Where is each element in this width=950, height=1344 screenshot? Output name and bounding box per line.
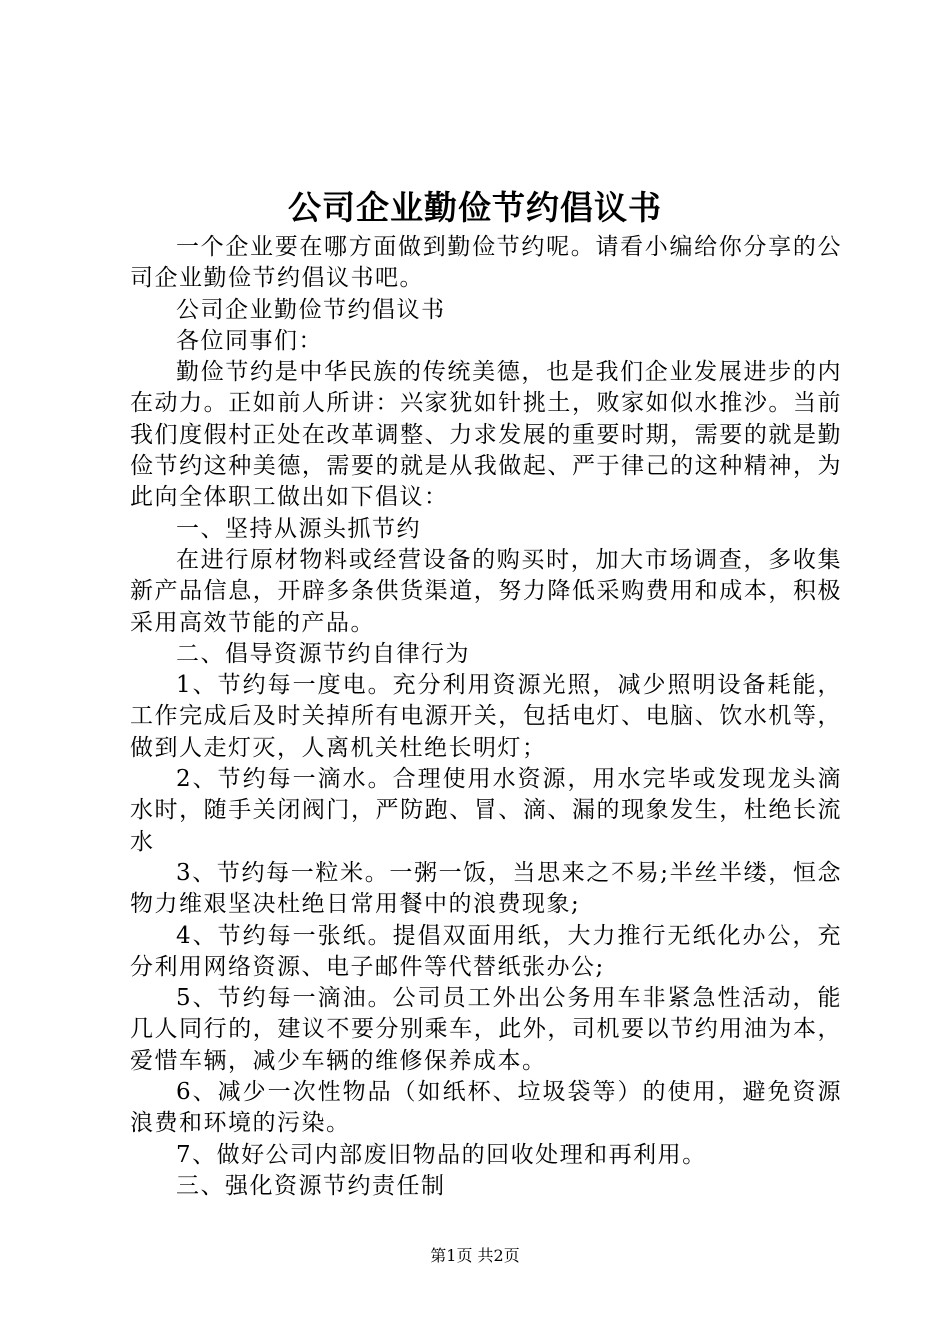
document-body bbox=[130, 232, 842, 1202]
section-heading: 二、倡导资源节约自律行为 bbox=[176, 640, 470, 667]
list-item: 1、节约每一度电。充分利用资源光照，减少照明设备耗能，工作完成后及时关掉所有电源开关，包括电灯、电脑、饮水机等，做到人走灯灭，人离机关杜绝长明灯； bbox=[130, 672, 842, 761]
list-item: 2、节约每一滴水。合理使用水资源，用水完毕或发现龙头滴水时，随手关闭阀门，严防跑、冒、滴、漏的现象发生，杜绝长流水 bbox=[130, 766, 842, 855]
list-item: 4、节约每一张纸。提倡双面用纸，大力推行无纸化办公，充分利用网络资源、电子邮件等代替纸张办公; bbox=[130, 922, 842, 980]
list-item: 6、减少一次性物品（如纸杯、垃圾袋等）的使用，避免资源浪费和环境的污染。 bbox=[130, 1079, 842, 1137]
section-heading: 一、坚持从源头抓节约 bbox=[176, 515, 421, 542]
paragraph: 各位同事们： bbox=[176, 327, 323, 354]
page-footer: 第1页 共2页 bbox=[430, 1246, 520, 1265]
list-item: 5、节约每一滴油。公司员工外出公务用车非紧急性活动，能几人同行的，建议不要分别乘车，此外，司机要以节约用油为本，爱惜车辆，减少车辆的维修保养成本。 bbox=[130, 985, 842, 1074]
paragraph: 一个企业要在哪方面做到勤俭节约呢。请看小编给你分享的公司企业勤俭节约倡议书吧。 bbox=[130, 234, 842, 292]
paragraph: 勤俭节约是中华民族的传统美德，也是我们企业发展进步的内在动力。正如前人所讲：兴家犹如针挑土，败家如似水推沙。当前我们度假村正处在改革调整、力求发展的重要时期，需要的就是勤俭节约这种美德，需要的就是从我做起、严于律己的这种精神，为此向全体职工做出如下倡议： bbox=[130, 359, 842, 511]
section-heading: 三、强化资源节约责任制 bbox=[176, 1172, 446, 1199]
paragraph: 公司企业勤俭节约倡议书 bbox=[176, 296, 446, 323]
paragraph: 在进行原材物料或经营设备的购买时，加大市场调查，多收集新产品信息，开辟多条供货渠道，努力降低采购费用和成本，积极采用高效节能的产品。 bbox=[130, 546, 842, 636]
list-item: 3、节约每一粒米。一粥一饭，当思来之不易;半丝半缕，恒念物力维艰坚决杜绝日常用餐中的浪费现象; bbox=[130, 859, 842, 918]
list-item: 7、做好公司内部废旧物品的回收处理和再利用。 bbox=[176, 1141, 707, 1168]
document-title: 公司企业勤俭节约倡议书 bbox=[288, 188, 662, 227]
